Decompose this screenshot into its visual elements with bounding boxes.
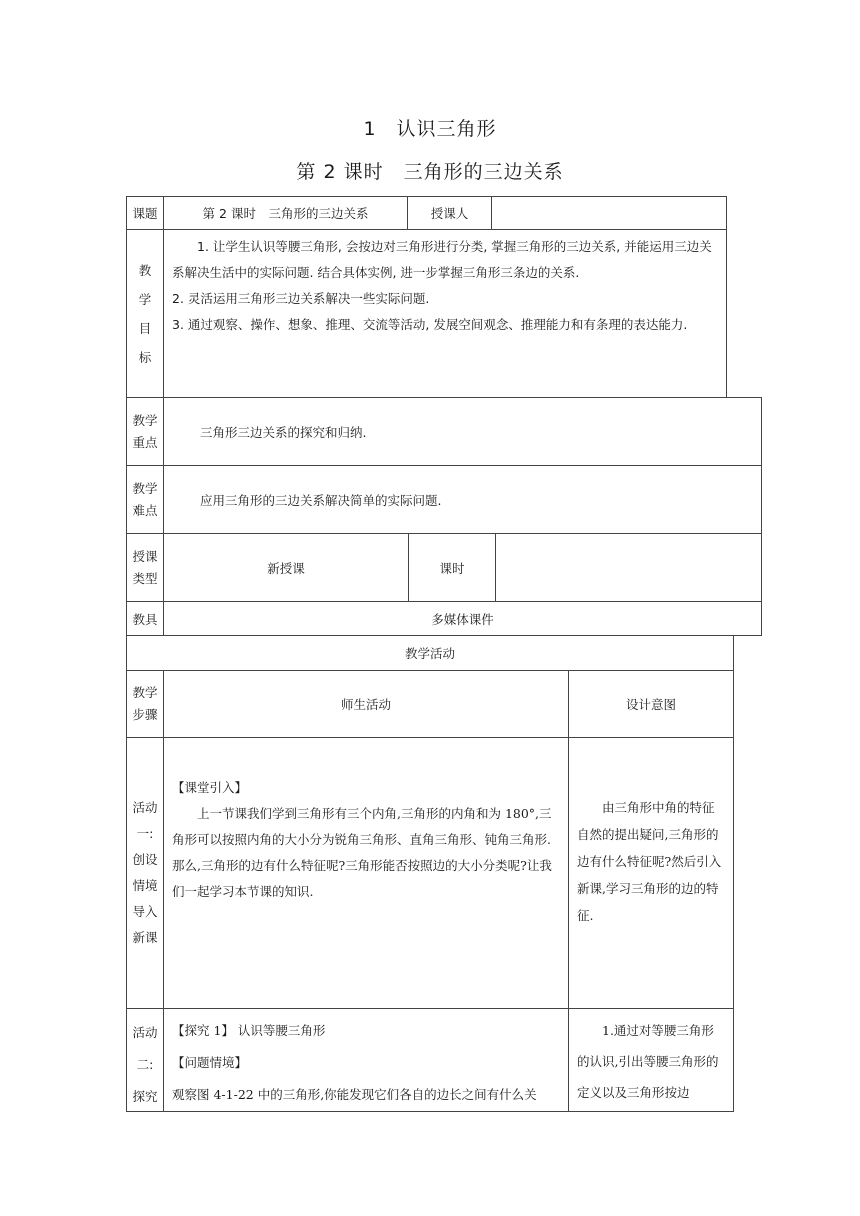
lesson-type-label: 授课 类型 — [126, 533, 164, 602]
activity2-heading1: 【探究 1】 认识等腰三角形 — [172, 1023, 326, 1038]
key-points-value: 三角形三边关系的探究和归纳. — [163, 397, 762, 466]
activities-header: 教学活动 — [126, 635, 734, 671]
objective-2: 2. 灵活运用三角形三边关系解决一些实际问题. — [172, 291, 430, 306]
key-points-label: 教学 重点 — [126, 397, 164, 466]
difficulties-value: 应用三角形的三边关系解决简单的实际问题. — [163, 465, 762, 534]
objective-3: 3. 通过观察、操作、想象、推理、交流等活动, 发展空间观念、推理能力和有条理的表达能力. — [172, 317, 688, 332]
lesson-hours-label: 课时 — [408, 533, 496, 602]
activity1-content — [163, 737, 569, 1009]
objectives-label: 教 学 目 标 — [126, 229, 164, 398]
activity2-content — [163, 1008, 569, 1112]
activity2-p1: 观察图 4-1-22 中的三角形,你能发现它们各自的边长之间有什么关 — [172, 1087, 537, 1102]
teacher-value — [491, 196, 727, 230]
lesson-hours-value — [495, 533, 762, 602]
objective-1: 1. 让学生认识等腰三角形, 会按边对三角形进行分类, 掌握三角形的三边关系, 并能运用三边关系解决生活中的实际问题. 结合具体实例, 进一步掌握三角形三条边的关系. — [172, 239, 712, 280]
objectives-content — [163, 229, 727, 398]
activity2-heading2: 【问题情境】 — [172, 1055, 248, 1070]
lesson-subtitle: 第 2 课时 三角形的三边关系 — [296, 161, 564, 183]
activity2-label: 活动 二: 探究 — [126, 1008, 164, 1112]
difficulties-label: 教学 难点 — [126, 465, 164, 534]
tools-label: 教具 — [126, 601, 164, 636]
activity1-design: 由三角形中角的特征自然的提出疑问,三角形的边有什么特征呢?然后引入新课,学习三角形的边的特征. — [568, 737, 734, 1009]
activity1-p2: 那么,三角形的边有什么特征呢?三角形能否按照边的大小分类呢?让我们一起学习本节课的知识. — [172, 858, 552, 899]
topic-label: 课题 — [126, 196, 164, 230]
activity1-label: 活动 一: 创设 情境 导入 新课 — [126, 737, 164, 1009]
col-design-header: 设计意图 — [568, 670, 734, 738]
activity2-design: 1.通过对等腰三角形的认识,引出等腰三角形的定义以及三角形按边 — [568, 1008, 734, 1112]
col-activity-header: 师生活动 — [163, 670, 569, 738]
teacher-label: 授课人 — [407, 196, 492, 230]
lesson-type-value: 新授课 — [163, 533, 409, 602]
steps-label: 教学 步骤 — [126, 670, 164, 738]
activity1-p1: 上一节课我们学到三角形有三个内角,三角形的内角和为 180°,三角形可以按照内角的大小分为锐角三角形、直角三角形、钝角三角形. — [172, 806, 552, 847]
topic-value: 第 2 课时 三角形的三边关系 — [163, 196, 408, 230]
activity1-heading: 【课堂引入】 — [172, 780, 248, 795]
tools-value: 多媒体课件 — [163, 601, 762, 636]
lesson-title: 1 认识三角形 — [363, 118, 497, 140]
